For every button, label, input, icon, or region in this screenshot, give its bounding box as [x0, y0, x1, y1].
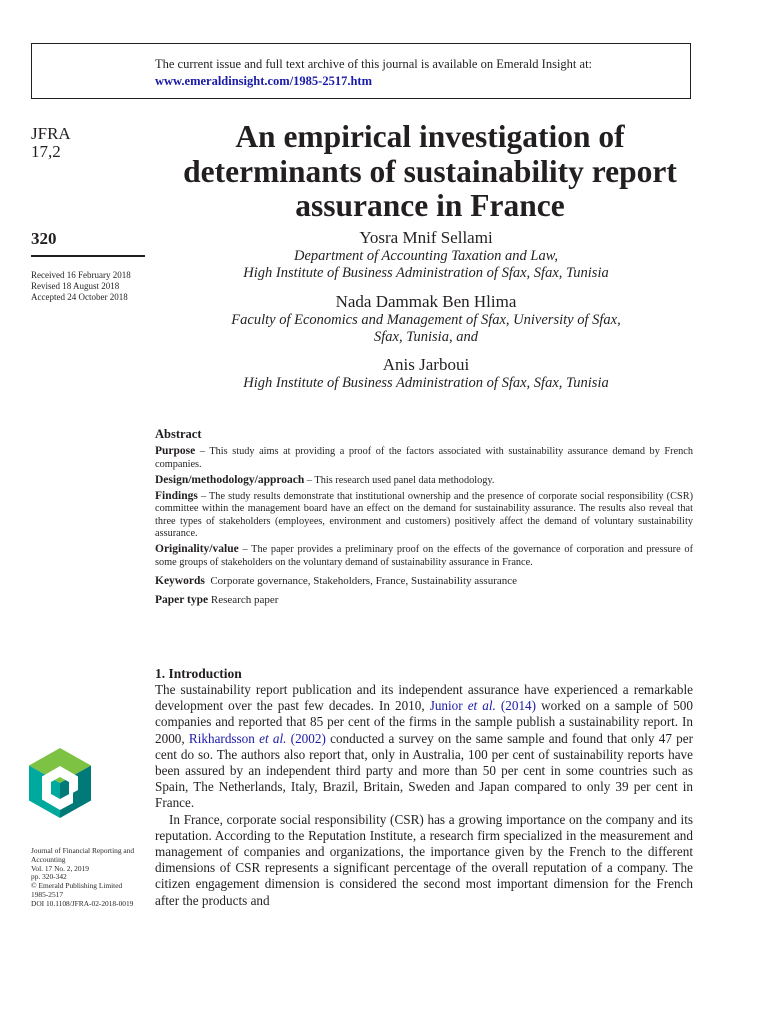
journal-volume: 17,2	[31, 142, 61, 161]
author-affiliation: Faculty of Economics and Management of Sfax, University of Sfax,	[231, 312, 621, 328]
paper-type-text: Research paper	[210, 594, 279, 607]
abstract-originality	[155, 543, 693, 569]
journal-metadata	[31, 847, 149, 909]
author-block-2	[160, 292, 692, 345]
journal-pages: pp. 320-342	[31, 872, 67, 882]
design-label: Design/methodology/approach	[155, 473, 305, 486]
author-affiliation: High Institute of Business Administration of Sfax, Sfax, Tunisia	[243, 375, 609, 391]
citation-author: Rikhardsson	[188, 730, 260, 746]
abstract-heading: Abstract	[155, 427, 202, 441]
submission-dates	[31, 270, 131, 303]
design-text: – This research used panel data methodology.	[304, 474, 495, 486]
citation-year: (2002)	[286, 730, 326, 746]
author-block-3	[160, 355, 692, 392]
originality-text: – The paper provides a preliminary proof on the effects of the governance of corporation and pressure of some groups of stakeholders on the voluntary demand of sustainability assurance in France.	[155, 544, 693, 568]
keywords-label: Keywords	[155, 574, 205, 587]
banner-text	[155, 56, 592, 90]
revised-date: Revised 18 August 2018	[31, 281, 120, 291]
author-name: Yosra Mnif Sellami	[359, 228, 493, 247]
citation-link-junior[interactable]	[430, 698, 536, 713]
abstract	[155, 428, 693, 607]
author-name: Anis Jarboui	[382, 355, 470, 374]
author-affiliation: Sfax, Tunisia, and	[374, 328, 478, 345]
abstract-findings	[155, 490, 693, 540]
keywords	[155, 575, 693, 587]
findings-label: Findings	[155, 490, 198, 503]
paper-title: An empirical investigation of determinants of sustainability report assurance in France	[183, 119, 677, 223]
journal-vol: Vol. 17 No. 2, 2019	[31, 863, 89, 873]
page-number: 320	[31, 229, 57, 248]
page-number-rule	[31, 255, 145, 257]
paper-type-label: Paper type	[155, 594, 209, 607]
citation-author: Junior	[429, 698, 468, 714]
introduction-section	[155, 666, 693, 909]
body-text: worked on a sample of 500 companies and reported that 85 per cent of the firms in the sample publish a sustainability report. In 2000,	[155, 698, 693, 746]
section-heading: 1. Introduction	[155, 666, 242, 681]
author-affiliation: Department of Accounting Taxation and Law,	[294, 248, 558, 264]
citation-etal: et al.	[467, 698, 496, 714]
citation-link-rikhardsson[interactable]	[189, 731, 326, 746]
received-date: Received 16 February 2018	[31, 270, 131, 280]
banner-url-link[interactable]: www.emeraldinsight.com/1985-2517.htm	[155, 74, 372, 88]
accepted-date: Accepted 24 October 2018	[31, 292, 128, 302]
citation-year: (2014)	[495, 698, 537, 714]
findings-text: – The study results demonstrate that institutional ownership and the presence of corporate social responsibility (CSR) committee within the management board have an effect on the demand for sustainability assurance. The results also reveal that three types of stakeholders (employees, environment and customers) positively affect the demand of voluntary sustainability assurance.	[155, 491, 693, 540]
citation-etal: et al.	[259, 730, 287, 746]
intro-paragraph-2: In France, corporate social responsibility (CSR) has a growing importance on the company and its reputation. According to the Reputation Institute, a research firm specialized in the measurement and management of companies and organizations, the importance given by the French to the different dimensions of CSR represents a significant percentage of the overall reputation of a company. The citizen engagement dimension is considered the second most important dimension for the French after the products and	[155, 811, 693, 908]
keywords-text: Corporate governance, Stakeholders, France, Sustainability assurance	[210, 574, 518, 587]
emerald-logo-icon	[29, 748, 91, 818]
banner-line: The current issue and full text archive of this journal is available on Emerald Insight at:	[155, 57, 593, 71]
abstract-design	[155, 474, 693, 487]
body-text: conducted a survey on the same sample and found that only 47 per cent do so. The authors also report that, only in Australia, 100 per cent of sustainability reports have been assured by an independent third party and more than 50 per cent in some countries such as Spain, The Netherlands, Italy, Brazil, Britain, Sweden and Japan compared to only 39 per cent in France.	[155, 730, 694, 811]
body-text: The sustainability report publication and its independent assurance have experienced a remarkable development over the past few decades. In 2010,	[155, 682, 693, 714]
doi-link[interactable]: DOI 10.1108/JFRA-02-2018-0019	[31, 898, 134, 908]
intro-paragraph-1	[155, 682, 693, 812]
journal-code	[31, 125, 71, 161]
purpose-text: – This study aims at providing a proof of the factors associated with sustainability assurance demand by French companies.	[155, 446, 693, 470]
issn: 1985-2517	[31, 889, 64, 899]
archive-banner	[31, 43, 691, 99]
author-name: Nada Dammak Ben Hlima	[335, 292, 517, 311]
publisher: © Emerald Publishing Limited	[31, 881, 123, 891]
originality-label: Originality/value	[155, 543, 239, 556]
journal-abbrev: JFRA	[31, 124, 71, 143]
purpose-label: Purpose	[155, 445, 196, 458]
journal-name: Journal of Financial Reporting and Accounting	[31, 846, 135, 864]
author-affiliation: High Institute of Business Administration of Sfax, Sfax, Tunisia	[243, 264, 609, 281]
paper-type	[155, 594, 693, 606]
abstract-purpose	[155, 445, 693, 471]
author-block-1	[160, 228, 692, 281]
